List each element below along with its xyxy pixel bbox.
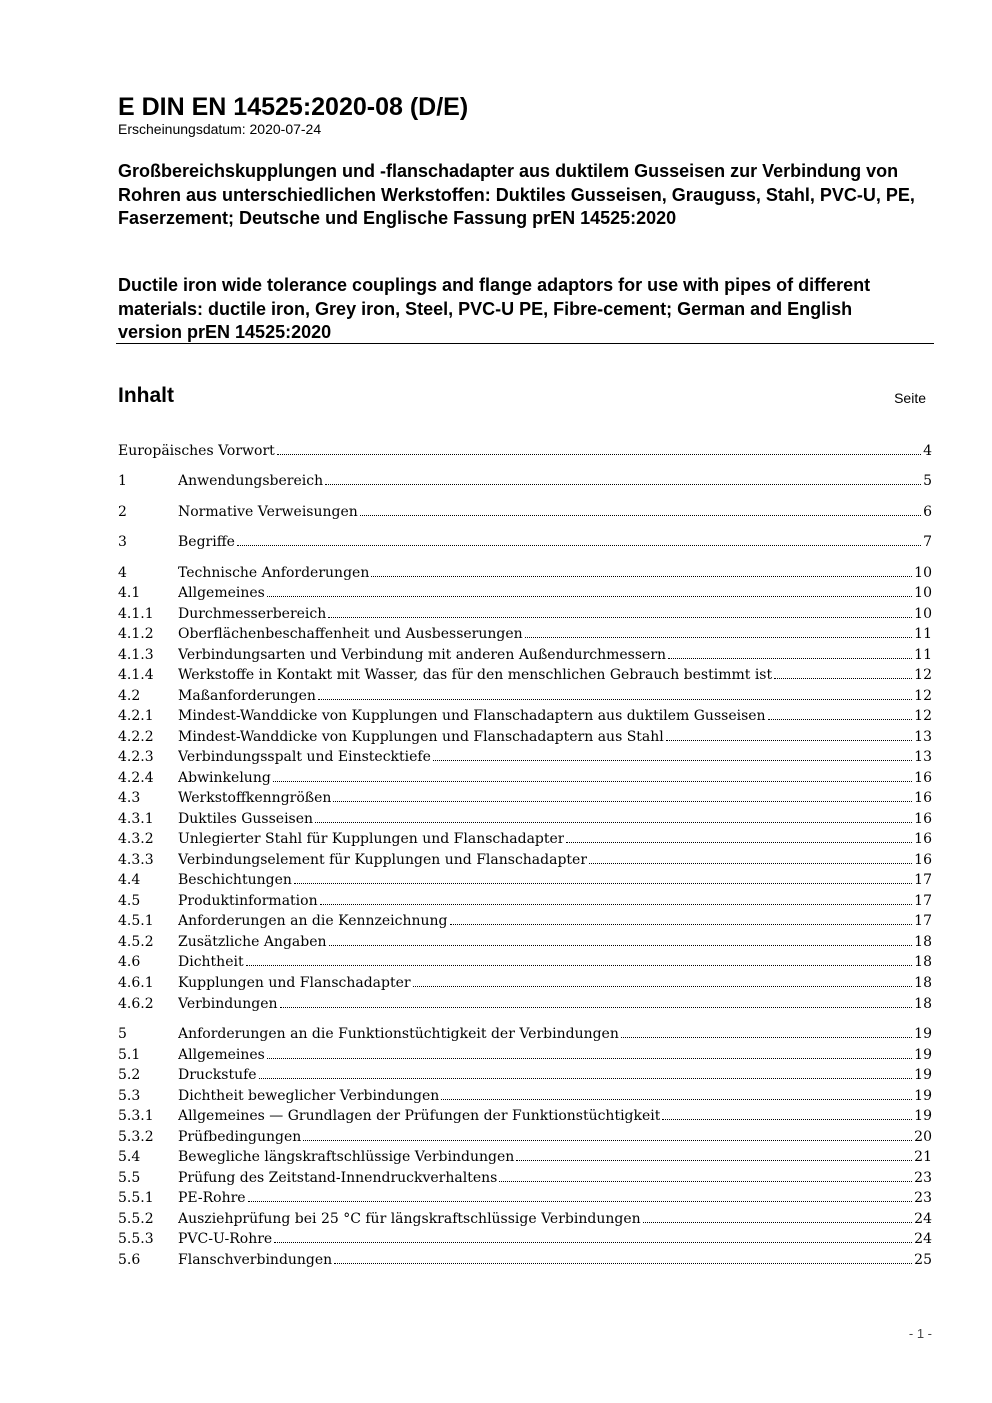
toc-leader-dots bbox=[643, 1222, 913, 1223]
toc-leader-dots bbox=[450, 924, 913, 925]
toc-entry[interactable] bbox=[118, 665, 932, 685]
toc-leader-dots bbox=[320, 904, 913, 905]
page-number: - 1 - bbox=[908, 1326, 932, 1341]
toc-entry-page: 23 bbox=[914, 1190, 932, 1206]
toc-entry-title: Ausziehprüfung bei 25 °C für längskraftschlüssige Verbindungen bbox=[178, 1211, 641, 1227]
toc-leader-dots bbox=[768, 719, 913, 720]
toc-entry-number: 5.3.2 bbox=[118, 1129, 154, 1145]
toc-entry[interactable] bbox=[118, 1147, 932, 1167]
toc-entry-page: 18 bbox=[914, 996, 932, 1012]
toc-entry-page: 5 bbox=[923, 473, 932, 489]
toc-leader-dots bbox=[566, 842, 912, 843]
toc-entry-page: 17 bbox=[914, 872, 932, 888]
toc-entry[interactable] bbox=[118, 952, 932, 972]
toc-entry-title: Kupplungen und Flanschadapter bbox=[178, 975, 411, 991]
toc-leader-dots bbox=[666, 740, 912, 741]
toc-entry[interactable] bbox=[118, 604, 932, 624]
toc-leader-dots bbox=[273, 781, 912, 782]
toc-entry-number: 5.4 bbox=[118, 1149, 141, 1165]
toc-entry[interactable] bbox=[118, 829, 932, 849]
toc-entry-number: 5.1 bbox=[118, 1047, 141, 1063]
toc-entry[interactable] bbox=[118, 563, 932, 583]
toc-entry-number: 4.2.2 bbox=[118, 729, 154, 745]
toc-entry[interactable] bbox=[118, 502, 932, 522]
toc-entry-number: 4.6 bbox=[118, 954, 141, 970]
toc-entry[interactable] bbox=[118, 994, 932, 1014]
toc-entry[interactable] bbox=[118, 788, 932, 808]
toc-entry[interactable] bbox=[118, 870, 932, 890]
toc-entry-number: 5.5 bbox=[118, 1170, 141, 1186]
toc-entry[interactable] bbox=[118, 624, 932, 644]
toc-entry-page: 17 bbox=[914, 913, 932, 929]
toc-entry[interactable] bbox=[118, 1188, 932, 1208]
toc-entry-page: 19 bbox=[914, 1026, 932, 1042]
toc-entry-title: Europäisches Vorwort bbox=[118, 443, 275, 459]
toc-entry-title: Allgemeines bbox=[178, 585, 265, 601]
toc-leader-dots bbox=[280, 1007, 913, 1008]
toc-entry-title: Dichtheit beweglicher Verbindungen bbox=[178, 1088, 440, 1104]
toc-entry-title: Verbindungsspalt und Einstecktiefe bbox=[178, 749, 431, 765]
toc-entry-title: Prüfbedingungen bbox=[178, 1129, 302, 1145]
toc-entry-number: 4.4 bbox=[118, 872, 141, 888]
toc-entry-page: 24 bbox=[914, 1211, 932, 1227]
toc-entry-title: Duktiles Gusseisen bbox=[178, 811, 314, 827]
toc-leader-dots bbox=[516, 1160, 912, 1161]
toc-leader-dots bbox=[662, 1119, 912, 1120]
toc-entry[interactable] bbox=[118, 1106, 932, 1126]
toc-entry[interactable] bbox=[118, 441, 932, 461]
toc-entry-number: 3 bbox=[118, 534, 127, 550]
toc-entry[interactable] bbox=[118, 1250, 932, 1270]
toc-entry-number: 4.5 bbox=[118, 893, 141, 909]
toc-entry-title: Verbindungen bbox=[178, 996, 278, 1012]
toc-entry-title: Mindest-Wanddicke von Kupplungen und Flanschadaptern aus Stahl bbox=[178, 729, 664, 745]
toc-entry-title: Werkstoffkenngrößen bbox=[178, 790, 332, 806]
toc-entry-title: Oberflächenbeschaffenheit und Ausbesserungen bbox=[178, 626, 523, 642]
toc-entry-page: 19 bbox=[914, 1108, 932, 1124]
toc-entry-number: 4 bbox=[118, 565, 127, 581]
toc-entry-title: Durchmesserbereich bbox=[178, 606, 327, 622]
toc-leader-dots bbox=[267, 1058, 912, 1059]
toc-entry-number: 5.3.1 bbox=[118, 1108, 154, 1124]
toc-entry-title: Anwendungsbereich bbox=[178, 473, 324, 489]
toc-entry-number: 4.1.2 bbox=[118, 626, 154, 642]
toc-entry[interactable] bbox=[118, 1024, 932, 1044]
toc-entry-number: 4.1 bbox=[118, 585, 141, 601]
toc-entry-title: Maßanforderungen bbox=[178, 688, 316, 704]
toc-entry-number: 5.2 bbox=[118, 1067, 141, 1083]
toc-leader-dots bbox=[329, 945, 913, 946]
toc-leader-dots bbox=[621, 1037, 912, 1038]
toc-entry-page: 19 bbox=[914, 1067, 932, 1083]
toc-entry-number: 4.5.1 bbox=[118, 913, 154, 929]
toc-entry-number: 4.2.4 bbox=[118, 770, 154, 786]
toc-entry-page: 11 bbox=[914, 647, 932, 663]
toc-entry-page: 23 bbox=[914, 1170, 932, 1186]
toc-entry-page: 4 bbox=[923, 443, 932, 459]
toc-leader-dots bbox=[360, 515, 921, 516]
toc-entry-page: 11 bbox=[914, 626, 932, 642]
toc-entry-page: 12 bbox=[914, 688, 932, 704]
toc-entry-page: 12 bbox=[914, 667, 932, 683]
toc-leader-dots bbox=[668, 658, 912, 659]
toc-entry-page: 16 bbox=[914, 831, 932, 847]
toc-entry-page: 10 bbox=[914, 606, 932, 622]
document-id: E DIN EN 14525:2020-08 (D/E) bbox=[118, 93, 469, 121]
toc-entry[interactable] bbox=[118, 1127, 932, 1147]
publication-date: Erscheinungsdatum: 2020-07-24 bbox=[118, 121, 322, 137]
toc-entry-number: 4.1.4 bbox=[118, 667, 154, 683]
toc-leader-dots bbox=[315, 822, 912, 823]
toc-entry-title: Verbindungsarten und Verbindung mit anderen Außendurchmessern bbox=[178, 647, 667, 663]
toc-entry-number: 2 bbox=[118, 504, 127, 520]
toc-entry-title: Begriffe bbox=[178, 534, 235, 550]
toc-entry[interactable] bbox=[118, 1229, 932, 1249]
toc-leader-dots bbox=[525, 637, 913, 638]
toc-entry-page: 19 bbox=[914, 1088, 932, 1104]
page-column-label: Seite bbox=[894, 390, 926, 406]
toc-entry[interactable] bbox=[118, 932, 932, 952]
toc-leader-dots bbox=[413, 986, 913, 987]
toc-leader-dots bbox=[246, 965, 913, 966]
toc-leader-dots bbox=[325, 484, 921, 485]
toc-entry-page: 10 bbox=[914, 585, 932, 601]
toc-entry-title: Technische Anforderungen bbox=[178, 565, 370, 581]
toc-entry[interactable] bbox=[118, 532, 932, 552]
toc-entry-title: Verbindungselement für Kupplungen und Flanschadapter bbox=[178, 852, 588, 868]
toc-entry-number: 5 bbox=[118, 1026, 127, 1042]
toc-entry-page: 21 bbox=[914, 1149, 932, 1165]
toc-entry[interactable] bbox=[118, 1086, 932, 1106]
toc-entry-title: Normative Verweisungen bbox=[178, 504, 358, 520]
toc-entry[interactable] bbox=[118, 1045, 932, 1065]
toc-leader-dots bbox=[333, 801, 912, 802]
toc-entry-page: 24 bbox=[914, 1231, 932, 1247]
toc-entry[interactable] bbox=[118, 973, 932, 993]
toc-entry[interactable] bbox=[118, 583, 932, 603]
toc-entry-page: 12 bbox=[914, 708, 932, 724]
toc-entry-title: Flanschverbindungen bbox=[178, 1252, 333, 1268]
toc-entry-page: 18 bbox=[914, 934, 932, 950]
toc-entry-page: 13 bbox=[914, 749, 932, 765]
toc-leader-dots bbox=[499, 1181, 912, 1182]
toc-leader-dots bbox=[274, 1242, 912, 1243]
toc-entry-page: 25 bbox=[914, 1252, 932, 1268]
toc-entry-number: 5.5.3 bbox=[118, 1231, 154, 1247]
toc-entry[interactable] bbox=[118, 911, 932, 931]
toc-entry-title: Anforderungen an die Funktionstüchtigkeit der Verbindungen bbox=[178, 1026, 619, 1042]
toc-leader-dots bbox=[248, 1201, 913, 1202]
toc-entry-page: 16 bbox=[914, 811, 932, 827]
toc-entry[interactable] bbox=[118, 645, 932, 665]
toc-entry-page: 16 bbox=[914, 790, 932, 806]
toc-entry-number: 4.3.3 bbox=[118, 852, 154, 868]
toc-entry-number: 4.3 bbox=[118, 790, 141, 806]
toc-entry-title: Zusätzliche Angaben bbox=[178, 934, 327, 950]
toc-entry-page: 7 bbox=[923, 534, 932, 550]
toc-entry-number: 4.6.2 bbox=[118, 996, 154, 1012]
toc-entry-page: 13 bbox=[914, 729, 932, 745]
toc-entry-page: 20 bbox=[914, 1129, 932, 1145]
toc-entry-number: 5.3 bbox=[118, 1088, 141, 1104]
toc-entry-title: Allgemeines bbox=[178, 1047, 265, 1063]
toc-entry-number: 4.2 bbox=[118, 688, 141, 704]
toc-entry-page: 18 bbox=[914, 954, 932, 970]
toc-entry[interactable] bbox=[118, 850, 932, 870]
title-divider bbox=[116, 343, 934, 344]
toc-entry-number: 4.3.2 bbox=[118, 831, 154, 847]
toc-entry-title: Allgemeines — Grundlagen der Prüfungen der Funktionstüchtigkeit bbox=[178, 1108, 661, 1124]
toc-entry-number: 1 bbox=[118, 473, 127, 489]
toc-entry[interactable] bbox=[118, 809, 932, 829]
toc-entry[interactable] bbox=[118, 706, 932, 726]
title-english: Ductile iron wide tolerance couplings and flange adaptors for use with pipes of different materials: ductile iron, Grey iron, Steel, PVC-U PE, Fibre-cement; German and English version prEN 14525:2020 bbox=[118, 275, 871, 342]
toc-entry-number: 5.5.2 bbox=[118, 1211, 154, 1227]
toc-entry-page: 17 bbox=[914, 893, 932, 909]
toc-entry-title: Beschichtungen bbox=[178, 872, 292, 888]
toc-entry-title: Produktinformation bbox=[178, 893, 318, 909]
toc-entry-page: 16 bbox=[914, 770, 932, 786]
toc-entry-number: 4.2.3 bbox=[118, 749, 154, 765]
toc-entry-number: 5.5.1 bbox=[118, 1190, 154, 1206]
toc-entry-number: 4.6.1 bbox=[118, 975, 154, 991]
toc-entry[interactable] bbox=[118, 686, 932, 706]
toc-entry[interactable] bbox=[118, 1209, 932, 1229]
toc-entry-title: Abwinkelung bbox=[178, 770, 271, 786]
toc-leader-dots bbox=[294, 883, 912, 884]
toc-leader-dots bbox=[318, 699, 912, 700]
toc-entry-number: 4.5.2 bbox=[118, 934, 154, 950]
toc-entry[interactable] bbox=[118, 471, 932, 491]
toc-entry-number: 4.1.1 bbox=[118, 606, 154, 622]
toc-entry[interactable] bbox=[118, 768, 932, 788]
toc-entry-title: Anforderungen an die Kennzeichnung bbox=[178, 913, 448, 929]
toc-entry-title: Bewegliche längskraftschlüssige Verbindungen bbox=[178, 1149, 515, 1165]
toc-entry[interactable] bbox=[118, 1065, 932, 1085]
toc-entry-title: Druckstufe bbox=[178, 1067, 257, 1083]
toc-leader-dots bbox=[267, 596, 912, 597]
toc-entry-number: 5.6 bbox=[118, 1252, 141, 1268]
toc-entry-title: PVC-U-Rohre bbox=[178, 1231, 273, 1247]
toc-leader-dots bbox=[433, 760, 912, 761]
toc-entry[interactable] bbox=[118, 727, 932, 747]
toc-leader-dots bbox=[371, 576, 912, 577]
toc-leader-dots bbox=[303, 1140, 912, 1141]
toc-entry-title: Dichtheit bbox=[178, 954, 244, 970]
toc-entry-page: 10 bbox=[914, 565, 932, 581]
toc-entry-number: 4.1.3 bbox=[118, 647, 154, 663]
toc-leader-dots bbox=[441, 1099, 912, 1100]
toc-leader-dots bbox=[334, 1263, 912, 1264]
toc-leader-dots bbox=[237, 545, 921, 546]
toc-leader-dots bbox=[259, 1078, 913, 1079]
toc-leader-dots bbox=[589, 863, 912, 864]
toc-entry-title: PE-Rohre bbox=[178, 1190, 246, 1206]
toc-leader-dots bbox=[277, 454, 921, 455]
toc-entry-title: Unlegierter Stahl für Kupplungen und Flanschadapter bbox=[178, 831, 565, 847]
toc-entry-title: Mindest-Wanddicke von Kupplungen und Flanschadaptern aus duktilem Gusseisen bbox=[178, 708, 766, 724]
toc-entry-title: Prüfung des Zeitstand-Innendruckverhaltens bbox=[178, 1170, 498, 1186]
contents-heading: Inhalt bbox=[118, 384, 174, 407]
toc-entry-number: 4.3.1 bbox=[118, 811, 154, 827]
title-german: Großbereichskupplungen und -flanschadapter aus duktilem Gusseisen zur Verbindung von Rohren aus unterschiedlichen Werkstoffen: Duktiles Gusseisen, Grauguss, Stahl, PVC-U, PE, Faserzement; Deutsche und Englische Fassung prEN 14525:2020 bbox=[118, 161, 915, 228]
toc-entry-page: 6 bbox=[923, 504, 932, 520]
toc-entry-page: 16 bbox=[914, 852, 932, 868]
toc-entry[interactable] bbox=[118, 1168, 932, 1188]
toc-leader-dots bbox=[774, 678, 912, 679]
toc-entry[interactable] bbox=[118, 891, 932, 911]
toc-entry-number: 4.2.1 bbox=[118, 708, 154, 724]
toc-entry-page: 18 bbox=[914, 975, 932, 991]
toc-entry-page: 19 bbox=[914, 1047, 932, 1063]
toc-entry[interactable] bbox=[118, 747, 932, 767]
toc-leader-dots bbox=[328, 617, 912, 618]
toc-entry-title: Werkstoffe in Kontakt mit Wasser, das für den menschlichen Gebrauch bestimmt ist bbox=[178, 667, 773, 683]
